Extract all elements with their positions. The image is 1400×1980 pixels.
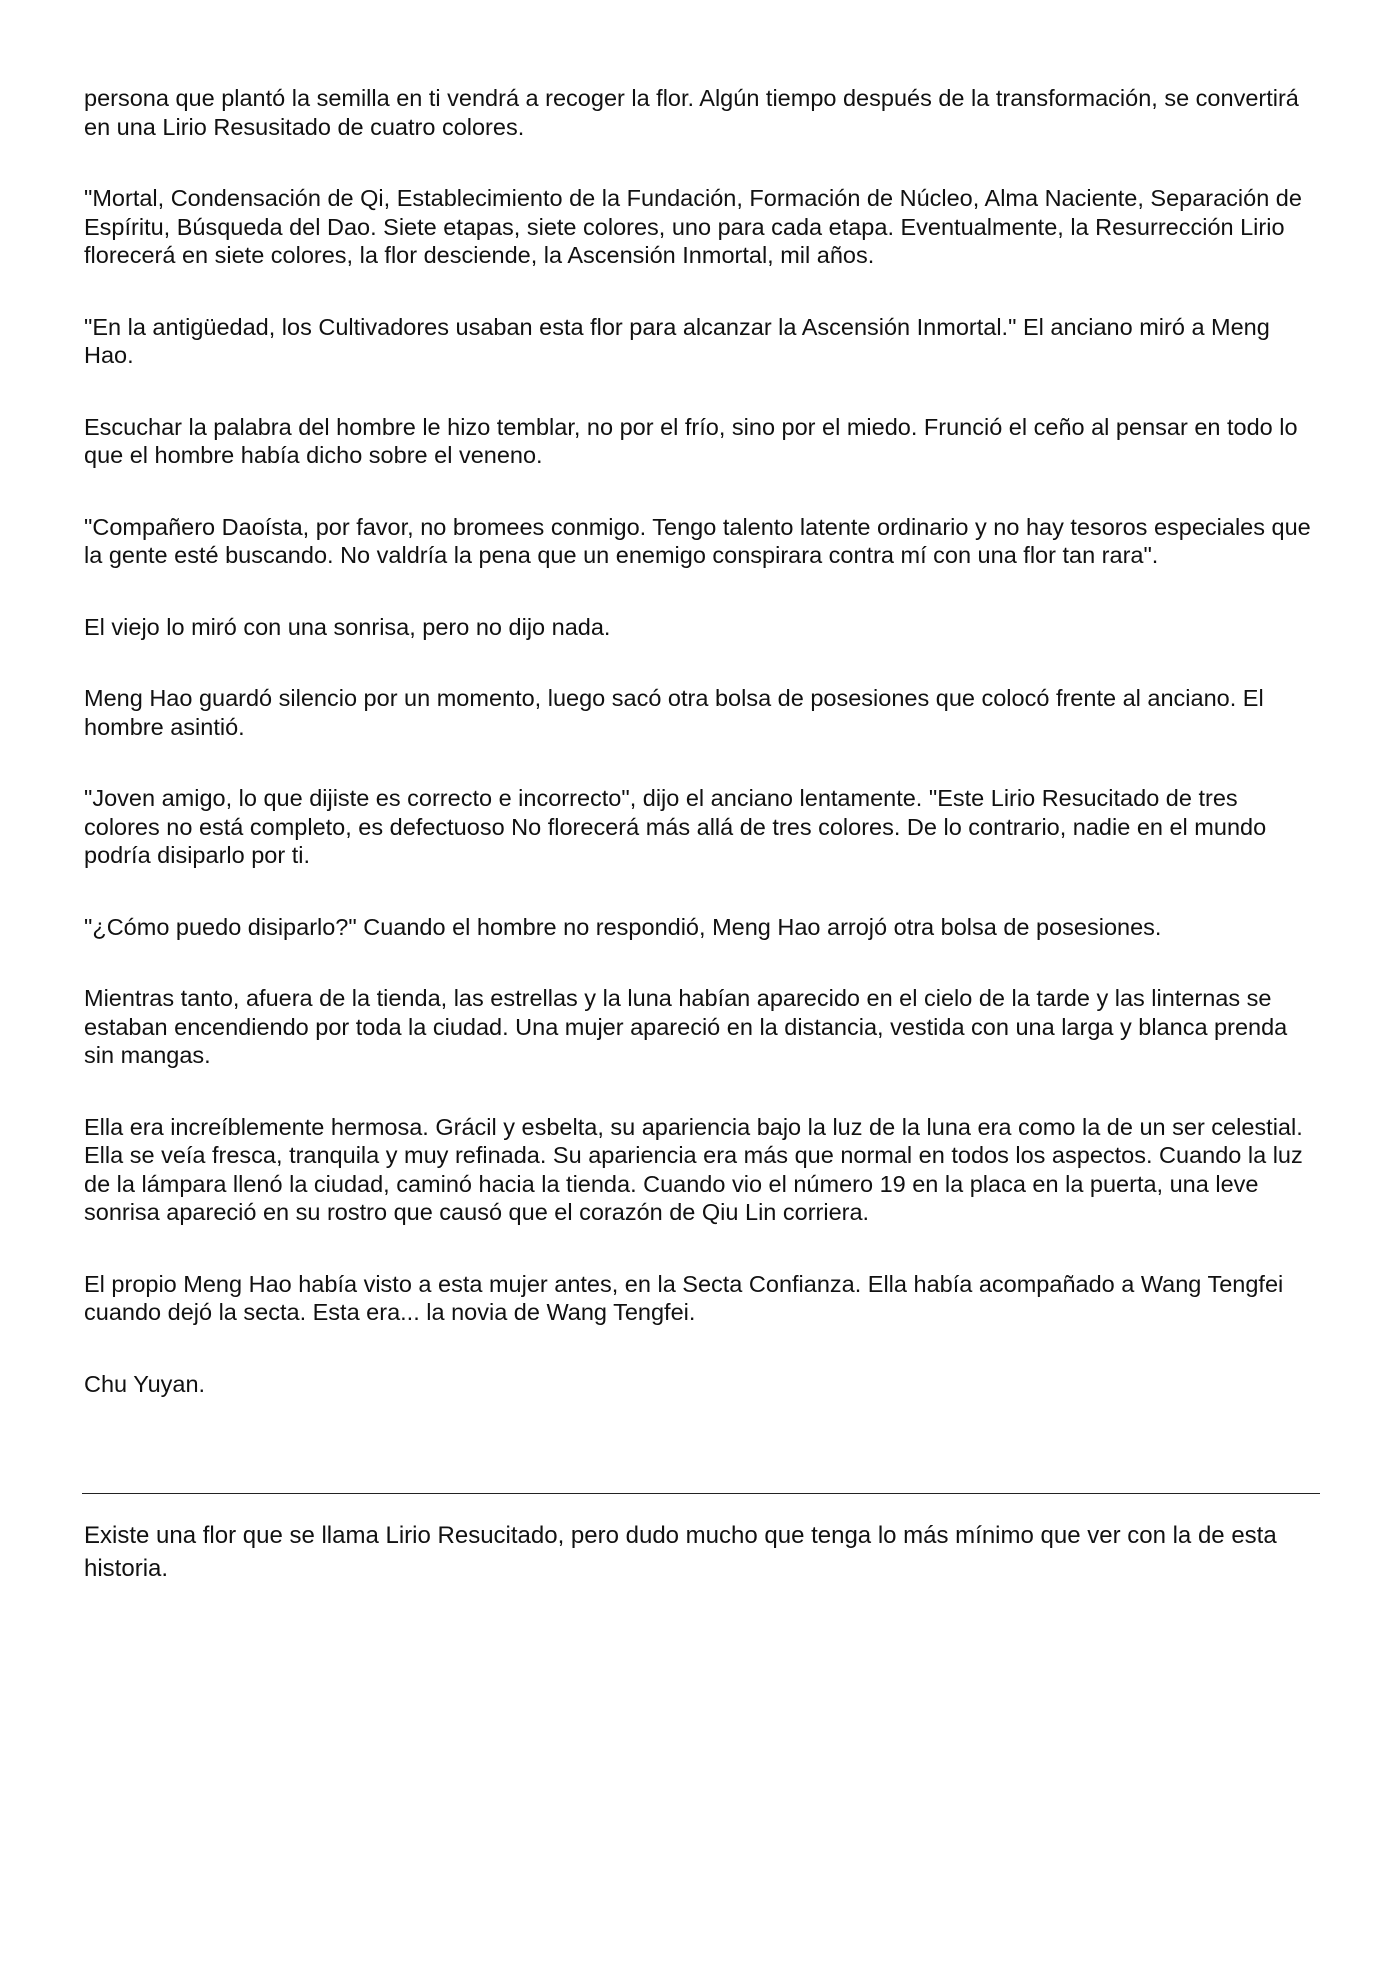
paragraph: Mientras tanto, afuera de la tienda, las estrellas y la luna habían aparecido en el cielo de la tarde y las linternas se estaban encendiendo por toda la ciudad. Una mujer apareció en la distancia, vestida con una larga y blanca prenda sin mangas. [84,985,1288,1068]
paragraph: "¿Cómo puedo disiparlo?" Cuando el hombre no respondió, Meng Hao arrojó otra bolsa de posesiones. [84,913,1162,940]
body-text [84,84,1312,1398]
paragraph: "Mortal, Condensación de Qi, Establecimiento de la Fundación, Formación de Núcleo, Alma Naciente, Separación de Espíritu, Búsqueda del Dao. Siete etapas, siete colores, uno para cada etapa. Eventualmente, la Resurrección Lirio florecerá en siete colores, la flor desciende, la Ascensión Inmortal, mil años. [84,185,1302,268]
paragraph: Meng Hao guardó silencio por un momento, luego sacó otra bolsa de posesiones que colocó frente al anciano. El hombre asintió. [84,685,1264,740]
paragraph: "Compañero Daoísta, por favor, no bromees conmigo. Tengo talento latente ordinario y no hay tesoros especiales que la gente esté buscando. No valdría la pena que un enemigo conspirara contra mí con una flor tan rara". [84,513,1311,568]
paragraph: persona que plantó la semilla en ti vendrá a recoger la flor. Algún tiempo después de la transformación, se convertirá en una Lirio Resusitado de cuatro colores. [84,85,1299,140]
paragraph: Chu Yuyan. [84,1370,206,1397]
footnote: Existe una flor que se llama Lirio Resucitado, pero dudo mucho que tenga lo más mínimo que ver con la de esta historia. [84,1522,1277,1582]
paragraph: "Joven amigo, lo que dijiste es correcto e incorrecto", dijo el anciano lentamente. "Este Lirio Resucitado de tres colores no está completo, es defectuoso No florecerá más allá de tres colores. De lo contrario, nadie en el mundo podría disiparlo por ti. [84,785,1267,868]
paragraph: Escuchar la palabra del hombre le hizo temblar, no por el frío, sino por el miedo. Frunció el ceño al pensar en todo lo que el hombre había dicho sobre el veneno. [84,413,1298,468]
footnote-divider [82,1493,1320,1494]
paragraph: El propio Meng Hao había visto a esta mujer antes, en la Secta Confianza. Ella había acompañado a Wang Tengfei cuando dejó la secta. Esta era... la novia de Wang Tengfei. [84,1270,1284,1325]
paragraph: "En la antigüedad, los Cultivadores usaban esta flor para alcanzar la Ascensión Inmortal." El anciano miró a Meng Hao. [84,313,1270,368]
paragraph: El viejo lo miró con una sonrisa, pero no dijo nada. [84,613,611,640]
paragraph: Ella era increíblemente hermosa. Grácil y esbelta, su apariencia bajo la luz de la luna era como la de un ser celestial. Ella se veía fresca, tranquila y muy refinada. Su apariencia era más que normal en todos los aspectos. Cuando la luz de la lámpara llenó la ciudad, caminó hacia la tienda. Cuando vio el número 19 en la placa en la puerta, una leve sonrisa apareció en su rostro que causó que el corazón de Qiu Lin corriera. [84,1113,1303,1225]
